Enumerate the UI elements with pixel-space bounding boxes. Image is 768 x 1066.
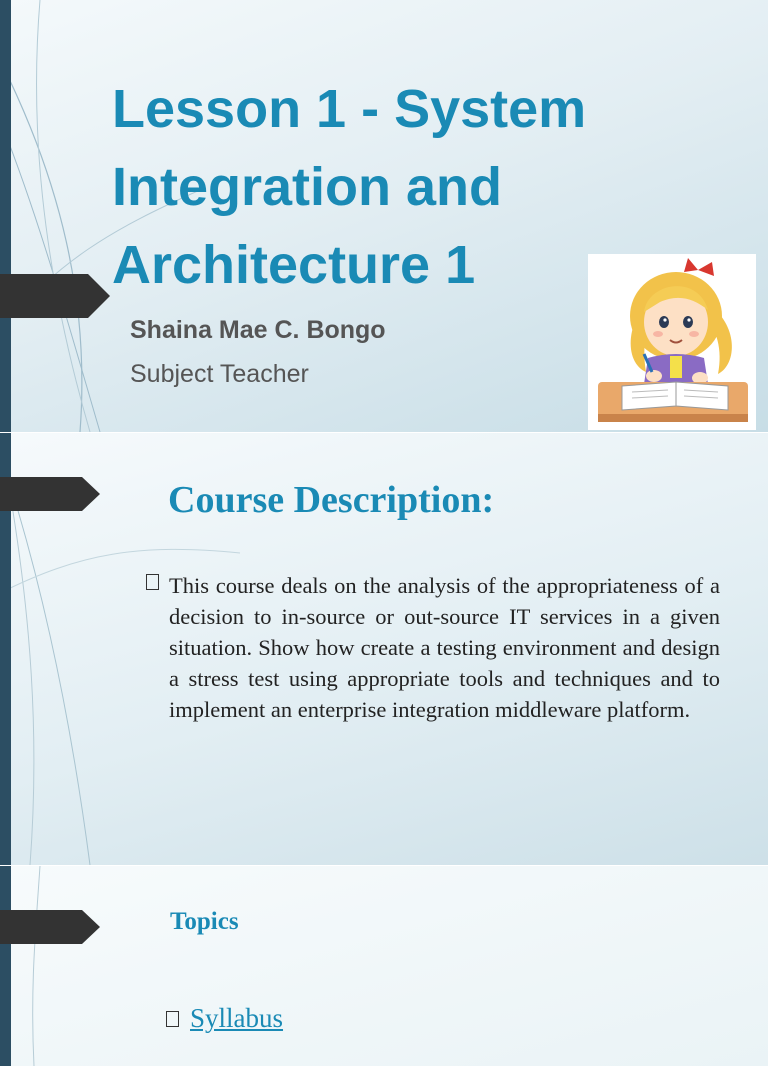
girl-writing-illustration bbox=[588, 254, 756, 430]
arrow-marker bbox=[0, 910, 100, 954]
course-description-text: This course deals on the analysis of the appropriateness of a decision to in-source or out-source IT services in a given situation. Show how create a testing environment and design a stress test using appropriate tools and techniques and to implement an enterprise integration middleware platform. bbox=[169, 573, 720, 722]
lesson-title: Lesson 1 - System Integration and Architecture 1 bbox=[112, 79, 587, 295]
decorative-curves bbox=[0, 866, 768, 1066]
topics-slide bbox=[0, 866, 768, 1066]
author-role: Subject Teacher bbox=[130, 360, 309, 388]
course-description-bullet bbox=[146, 570, 720, 725]
arrow-marker bbox=[0, 477, 100, 521]
arrow-marker bbox=[0, 274, 110, 318]
course-description-heading: Course Description: bbox=[168, 479, 495, 521]
left-accent-bar bbox=[0, 0, 11, 432]
author-name: Shaina Mae C. Bongo bbox=[130, 316, 386, 344]
left-accent-bar bbox=[0, 866, 11, 1066]
topics-heading: Topics bbox=[170, 908, 239, 935]
bullet-glyph-icon bbox=[166, 1011, 179, 1027]
bullet-glyph-icon bbox=[146, 574, 159, 590]
topic-link-syllabus[interactable]: Syllabus bbox=[190, 1003, 284, 1033]
title-slide bbox=[0, 0, 768, 432]
